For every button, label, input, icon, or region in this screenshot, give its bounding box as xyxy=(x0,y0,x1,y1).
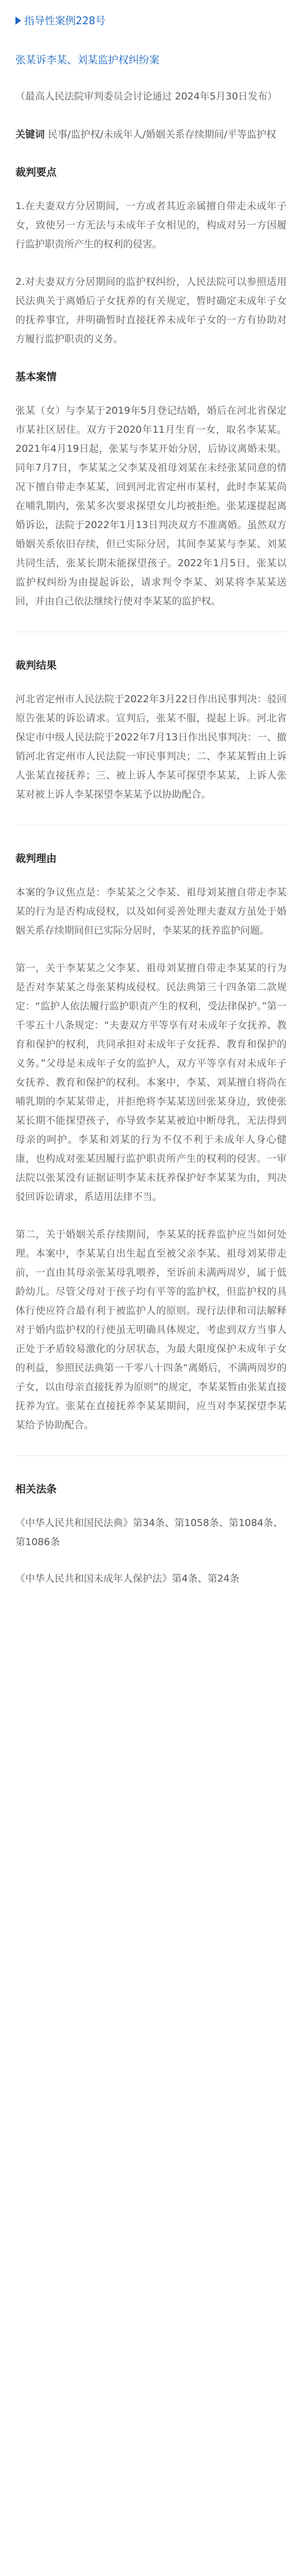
related-law-item: 《中华人民共和国未成年人保护法》第4条、第24条 xyxy=(15,1573,240,1584)
reasoning-paragraph: 第二，关于婚姻关系存续期间，李某某的抚养监护应当如何处理。本案中，李某某自出生起直至被父亲李某、祖母刘某带走前，一直由其母亲张某母乳喂养，至诉前未满两周岁，属于低龄幼儿。尽管父母对于孩子均有平等的监护权，但监护权的具体行使应符合最有利于被监护人的原则。现行法律和司法解释对于婚内监护权的行使虽无明确具体规定，考虑到双方当事人正处于矛盾较易激化的分居状态，为最大限度保护未成年子女的利益，参照民法典第一千零八十四条“离婚后，不满两周岁的子女，以由母亲直接抚养为原则”的规定，李某某暂由张某直接抚养为宜。张某在直接抚养李某某期间，应当对李某探望李某某给予协助配合。 xyxy=(15,1229,287,1431)
key-point-paragraph: 1.在夫妻双方分居期间，一方或者其近亲属擅自带走未成年子女，致使另一方无法与未成年子女相见的，构成对另一方因履行监护职责所产生的权利的侵害。 xyxy=(15,200,287,250)
reasoning-paragraph: 本案的争议焦点是：李某某之父李某、祖母刘某擅自带走李某某的行为是否构成侵权，以及如何妥善处理夫妻双方虽处于婚姻关系存续期间但已实际分居时，李某某的抚养监护问题。 xyxy=(15,887,287,936)
reasoning-paragraph: 第一，关于李某某之父李某、祖母刘某擅自带走李某某的行为是否对李某某之母张某构成侵权。民法典第三十四条第二款规定：“监护人依法履行监护职责产生的权利，受法律保护。”第一千零五十八条规定：“夫妻双方平等享有对未成年子女抚养、教育和保护的权利，共同承担对未成年子女抚养、教育和保护的义务。”父母是未成年子女的监护人，双方平等享有对未成年子女抚养、教育和保护的权利。本案中，李某、刘某擅自将尚在哺乳期的李某某带走，并拒绝将李某某送回张某身边，致使张某长期不能探望孩子，亦导致李某某被迫中断母乳，无法得到母亲的呵护。李某和刘某的行为不仅不利于未成年人身心健康，也构成对张某因履行监护职责所产生的权利的侵害。一审法院以张某没有证据证明李某未抚养保护好李某某为由，判决驳回诉讼请求，系适用法律不当。 xyxy=(15,962,287,1202)
keywords-label: 关键词 xyxy=(15,129,45,140)
section-title-related-laws: 相关法条 xyxy=(15,1483,57,1495)
keywords-text: 民事/监护权/未成年人/婚姻关系存续期间/平等监护权 xyxy=(45,129,276,140)
keywords-block xyxy=(15,125,287,144)
basic-facts-paragraph: 张某（女）与李某于2019年5月登记结婚，婚后在河北省保定市某社区居住。双方于2020年11月生育一女，取名李某某。2021年4月19日起，张某与李某开始分居，后协议离婚未果。同年7月7日，李某某之父李某及祖母刘某在未经张某同意的情况下擅自带走李某某，回到河北省定州市某村，此时李某某尚在哺乳期内，张某多次要求探望女儿均被拒绝。张某遂提起离婚诉讼，法院于2022年1月13日判决双方不准离婚。虽然双方婚姻关系依旧存续，但已实际分居，其间李某某与李某、刘某共同生活，张某长期未能探望孩子。2022年1月5日，张某以监护权纠纷为由提起诉讼，请求判令李某、刘某将李某某送回，并由自己依法继续行使对李某某的监护权。 xyxy=(15,405,287,607)
case-tag[interactable] xyxy=(15,11,287,30)
case-tag-label: 指导性案例228号 xyxy=(24,14,106,27)
triangle-right-icon xyxy=(15,16,21,25)
section-title-basic-facts: 基本案情 xyxy=(15,370,57,383)
section-title-judgment-result: 裁判结果 xyxy=(15,659,57,671)
case-title: 张某诉李某、刘某监护权纠纷案 xyxy=(15,54,160,66)
section-title-key-points: 裁判要点 xyxy=(15,166,57,178)
section-title-reasoning: 裁判理由 xyxy=(15,852,57,865)
key-point-paragraph: 2.对夫妻双方分居期间的监护权纠纷，人民法院可以参照适用民法典关于离婚后子女抚养的有关规定，暂时确定未成年子女的抚养事宜，并明确暂时直接抚养未成年子女的一方有协助对方履行监护职责的义务。 xyxy=(15,276,287,345)
section-divider xyxy=(15,1455,287,1456)
issuance-info: （最高人民法院审判委员会讨论通过 2024年5月30日发布） xyxy=(15,91,277,102)
related-law-item: 《中华人民共和国民法典》第34条、第1058条、第1084条、第1086条 xyxy=(15,1517,283,1548)
judgment-result-paragraph: 河北省定州市人民法院于2022年3月22日作出民事判决：驳回原告张某的诉讼请求。宣判后，张某不服，提起上诉。河北省保定市中级人民法院于2022年7月13日作出民事判决：一、撤销河北省定州市人民法院一审民事判决；二、李某某暂由上诉人张某直接抚养；三、被上诉人李某可探望李某某，上诉人张某对被上诉人李某探望李某某予以协助配合。 xyxy=(15,693,287,800)
